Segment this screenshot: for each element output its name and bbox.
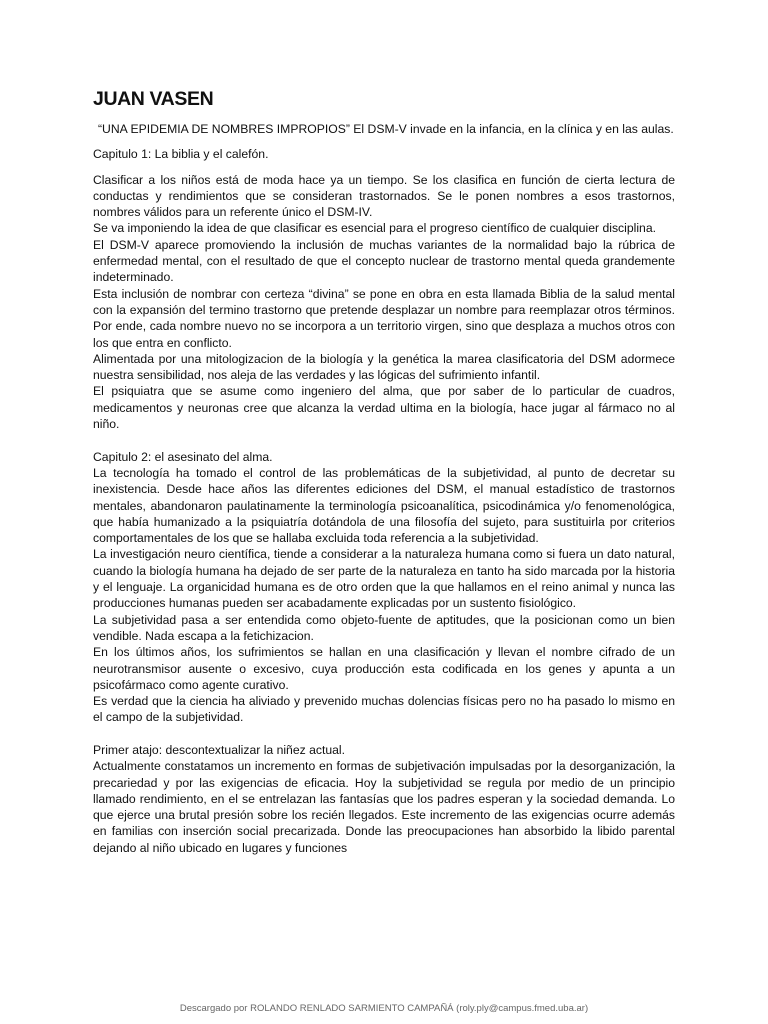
paragraph: Esta inclusión de nombrar con certeza “divina” se pone en obra en esta llamada Biblia de la salud mental con la expansión del termino trastorno que pretende desplazar un nombre para reemplazar otros términos. Por ende, cada nombre nuevo no se incorpora a un territorio virgen, sino que desplaza a muchos otros con los que entra en conflicto.	[93, 286, 675, 350]
chapter-1-heading: Capitulo 1: La biblia y el calefón.	[93, 147, 269, 162]
paragraph: Actualmente constatamos un incremento en formas de subjetivación impulsadas por la desorganización, la precariedad y por las exigencias de eficacia. Hoy la subjetividad se regula por medio de un principio llamado rendimiento, en el se entrelazan las fantasías que los padres esperan y la sociedad demanda. Lo que ejerce una brutal presión sobre los recién llegados. Este incremento de las exigencias ocurre además en familias con inserción social precarizada. Donde las preocupaciones han absorbido la libido parental dejando al niño ubicado en lugares y funciones	[93, 759, 675, 855]
paragraph: Clasificar a los niños está de moda hace ya un tiempo. Se los clasifica en función de cierta lectura de conductas y rendimientos que se consideran trastornados. Se le ponen nombres a esos trastornos, nombres válidos para un referente único el DSM-IV.	[93, 172, 675, 220]
paragraph: En los últimos años, los sufrimientos se hallan en una clasificación y llevan el nombre cifrado de un neurotransmisor ausente o excesivo, cuya producción esta codificada en los genes y apunta a un psicofármaco como agente curativo.	[93, 645, 675, 692]
paragraph: La investigación neuro científica, tiende a considerar a la naturaleza humana como si fuera un dato natural, cuando la biología humana ha dejado de ser parte de la naturaleza en tanto ha sido marcada por la historia y el lenguaje. La organicidad humana es de otro orden que la que hallamos en el reino animal y nunca las producciones humanas pueden ser acabadamente explicadas por un sustento fisiológico.	[93, 547, 675, 611]
paragraph: El psiquiatra que se asume como ingeniero del alma, que por saber de lo particular de cuadros, medicamentos y neuronas cree que alcanza la verdad ultima en la biología, hace jugar al fármaco no al niño.	[93, 384, 675, 432]
document-subtitle: “UNA EPIDEMIA DE NOMBRES IMPROPIOS” El DSM-V invade en la infancia, en la clínica y en las aulas.	[98, 122, 674, 136]
blank-line	[93, 432, 675, 448]
paragraph: Es verdad que la ciencia ha aliviado y prevenido muchas dolencias físicas pero no ha pasado lo mismo en el campo de la subjetividad.	[93, 694, 675, 725]
download-footer: Descargado por ROLANDO RENLADO SARMIENTO CAMPAÑÁ (roly.ply@campus.fmed.uba.ar)	[179, 1003, 589, 1014]
chapter-2-heading: Capitulo 2: el asesinato del alma.	[93, 449, 273, 464]
document-page	[93, 88, 675, 856]
paragraph: Alimentada por una mitologizacion de la biología y la genética la marea clasificatoria del DSM adormece nuestra sensibilidad, nos aleja de las verdades y las lógicas del sufrimiento infantil.	[93, 351, 675, 383]
paragraph: La subjetividad pasa a ser entendida como objeto-fuente de aptitudes, que la posicionan como un bien vendible. Nada escapa a la fetichizacion.	[93, 612, 675, 643]
section-3-heading: Primer atajo: descontextualizar la niñez actual.	[93, 742, 346, 757]
author-title: JUAN VASEN	[93, 88, 214, 110]
paragraph: El DSM-V aparece promoviendo la inclusión de muchas variantes de la normalidad bajo la rúbrica de enfermedad mental, con el resultado de que el concepto nuclear de trastorno mental queda grandemente indeterminado.	[93, 237, 675, 285]
paragraph: La tecnología ha tomado el control de las problemáticas de la subjetividad, al punto de decretar su inexistencia. Desde hace años las diferentes ediciones del DSM, el manual estadístico de trastornos mentales, abandonaron paulatinamente la terminología psicoanalítica, psicodinámica y/o fenomenológica, que había humanizado a la psiquiatría dotándola de una filosofía del sujeto, para sustituirla por criterios comportamentales de los que se hallaba excluida toda referencia a la subjetividad.	[93, 465, 675, 546]
blank-line	[93, 726, 675, 742]
paragraph: Se va imponiendo la idea de que clasificar es esencial para el progreso científico de cualquier disciplina.	[93, 221, 656, 236]
